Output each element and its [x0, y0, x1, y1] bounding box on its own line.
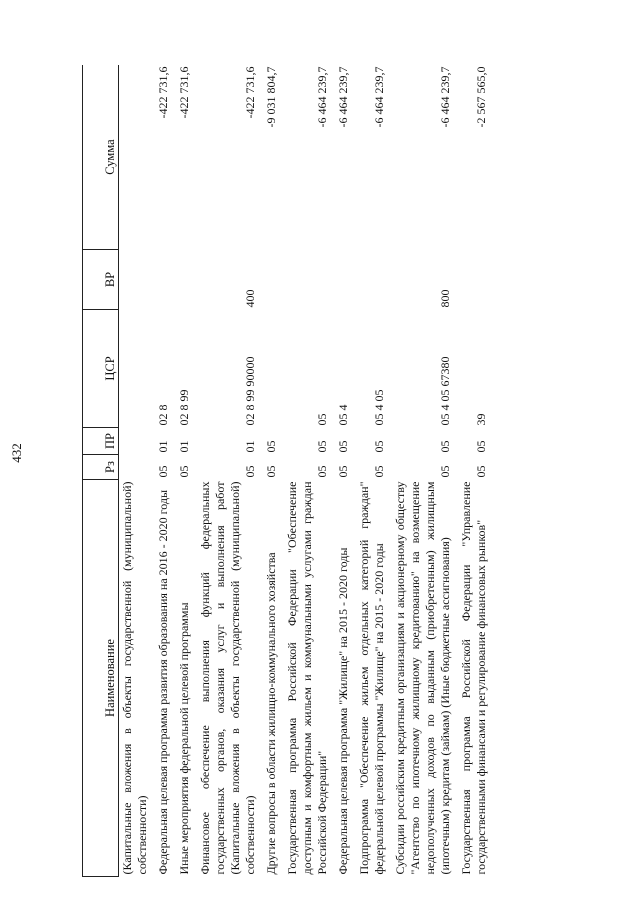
row-vr [281, 250, 332, 310]
row-csr: 02 8 99 [177, 389, 191, 426]
row-csr: 39 [474, 413, 488, 426]
row-pr: 05 [264, 440, 278, 453]
row-name: Федеральная целевая программа развития образования на 2016 - 2020 годы [156, 489, 170, 875]
row-csr: 02 8 [156, 404, 170, 426]
row-name: Подпрограмма "Обеспечение жильем отдельных категорий граждан" федеральной целевой программы "Жилище" на 2015 - 2020 годы [357, 481, 386, 875]
row-pr: 01 [177, 440, 191, 453]
table-row [389, 65, 455, 877]
row-sum: -6 464 239,7 [315, 66, 329, 128]
header-name: Наименование [83, 480, 119, 877]
row-sum: -6 464 239,7 [336, 66, 350, 128]
row-vr: 800 [438, 289, 452, 308]
row-rz: 05 [372, 465, 386, 478]
row-csr: 05 4 05 67380 [438, 356, 452, 426]
budget-table [82, 65, 491, 877]
row-rz: 05 [177, 465, 191, 478]
row-sum: -6 464 239,7 [372, 66, 386, 128]
row-sum: -422 731,6 [243, 66, 257, 119]
row-pr: 05 [438, 440, 452, 453]
row-name: (Капитальные вложения в объекты государственной (муниципальной) собственности) [120, 481, 149, 875]
row-name: Государственная программа Российской Федерации "Обеспечение доступным и комфортным жильем и коммунальными услугами граждан Российской Федерации" [285, 481, 329, 875]
row-sum: -6 464 239,7 [438, 66, 452, 128]
row-name: Иные мероприятия федеральной целевой программы [177, 602, 191, 875]
row-csr: 05 [315, 413, 329, 426]
table-row [119, 65, 153, 877]
header-csr: ЦСР [83, 310, 119, 428]
row-vr [119, 250, 153, 310]
row-sum [119, 65, 153, 250]
page-number: 432 [8, 442, 24, 463]
row-sum: -2 567 565,0 [474, 66, 488, 128]
row-csr: 05 4 [336, 404, 350, 426]
header-vr: ВР [83, 250, 119, 310]
header-rz: Рз [83, 455, 119, 480]
row-pr: 01 [156, 440, 170, 453]
row-vr [173, 250, 194, 310]
row-vr [152, 250, 173, 310]
row-pr: 05 [336, 440, 350, 453]
row-rz [119, 455, 153, 480]
header-pr: ПР [83, 428, 119, 455]
table-row [260, 65, 281, 877]
row-rz: 05 [315, 465, 329, 478]
row-vr [353, 250, 389, 310]
row-rz: 05 [336, 465, 350, 478]
row-rz: 05 [474, 465, 488, 478]
table-row [353, 65, 389, 877]
page-number-area [0, 0, 33, 905]
row-vr [455, 250, 491, 310]
row-rz: 05 [264, 465, 278, 478]
row-vr [260, 250, 281, 310]
header-sum: Сумма [83, 65, 119, 250]
rotated-content [82, 65, 618, 877]
table-row [152, 65, 173, 877]
row-csr [119, 310, 153, 428]
row-name: Другие вопросы в области жилищно-коммунального хозяйства [264, 552, 278, 875]
row-csr: 02 8 99 90000 [243, 356, 257, 426]
row-name: Федеральная целевая программа "Жилище" на 2015 - 2020 годы [336, 547, 350, 875]
table-row [455, 65, 491, 877]
row-sum: -422 731,6 [177, 66, 191, 119]
row-pr: 01 [243, 440, 257, 453]
row-pr [119, 428, 153, 455]
row-vr: 400 [243, 289, 257, 308]
table-row [194, 65, 260, 877]
row-vr [332, 250, 353, 310]
row-sum: -422 731,6 [156, 66, 170, 119]
row-name: Финансовое обеспечение выполнения функций федеральных государственных органов, оказания услуг и выполнения работ (Капитальные вложения в объекты государственной (муниципальной) собственности) [198, 481, 257, 875]
row-pr: 05 [372, 440, 386, 453]
row-name: Государственная программа Российской Федерации "Управление государственными финансами и регулирование финансовых рынков" [459, 481, 488, 875]
table-header-row [83, 65, 119, 877]
row-pr: 05 [315, 440, 329, 453]
row-rz: 05 [438, 465, 452, 478]
row-csr: 05 4 05 [372, 389, 386, 426]
row-pr: 05 [474, 440, 488, 453]
row-csr [260, 310, 281, 428]
table-row [281, 65, 332, 877]
row-name: Субсидии российским кредитным организациям и акционерному обществу "Агентство по ипотечному жилищному кредитованию" на возмещение недополученных доходов по выданным (приобретенным) жилищным (ипотечным) кредитам (займам) (Иные бюджетные ассигнования) [393, 481, 452, 875]
row-sum: -9 031 804,7 [264, 66, 278, 128]
row-rz: 05 [156, 465, 170, 478]
table-row [332, 65, 353, 877]
row-rz: 05 [243, 465, 257, 478]
table-row [173, 65, 194, 877]
document-table-area [82, 65, 618, 877]
